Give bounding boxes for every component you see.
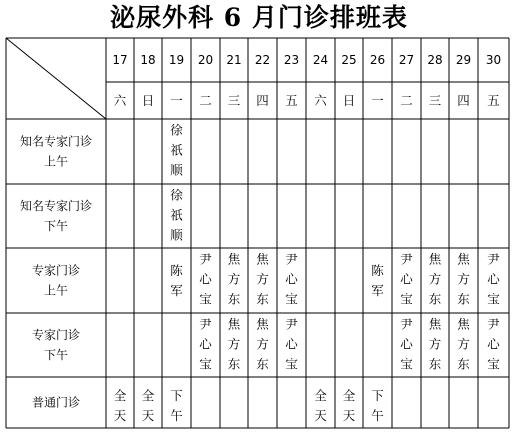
schedule-cell: 焦方东 <box>457 251 470 307</box>
schedule-cell: 尹心宝 <box>487 251 500 307</box>
weekday-label: 一 <box>170 93 183 108</box>
schedule-cell: 焦方东 <box>428 251 442 307</box>
schedule-cell: 焦方东 <box>428 316 442 372</box>
schedule-cell: 全天 <box>342 388 356 423</box>
schedule-cell: 尹心宝 <box>285 316 298 372</box>
weekday-label: 日 <box>141 93 155 108</box>
schedule-cell: 陈军 <box>371 263 384 298</box>
date-label: 17 <box>112 53 128 67</box>
row-label: 知名专家门诊 <box>19 134 93 149</box>
date-label: 29 <box>455 53 472 67</box>
schedule-cell: 焦方东 <box>227 316 241 372</box>
schedule-cell: 尹心宝 <box>400 316 413 372</box>
weekday-label: 三 <box>227 93 241 108</box>
schedule-cell: 下午 <box>371 388 384 423</box>
schedule-cell: 全天 <box>113 388 127 423</box>
weekday-label: 四 <box>457 93 470 108</box>
schedule-cell: 陈军 <box>170 263 183 298</box>
weekday-label: 二 <box>199 93 212 108</box>
weekday-label: 一 <box>371 93 384 108</box>
row-label: 下午 <box>43 219 69 233</box>
date-label: 19 <box>168 53 185 67</box>
date-label: 28 <box>427 53 443 67</box>
schedule-cell: 焦方东 <box>457 316 470 372</box>
weekday-label: 三 <box>428 93 442 108</box>
schedule-cell: 尹心宝 <box>285 251 298 307</box>
schedule-cell: 下午 <box>170 388 183 423</box>
weekday-label: 二 <box>400 93 413 108</box>
date-label: 21 <box>226 53 242 67</box>
weekday-label: 六 <box>314 93 327 108</box>
schedule-cell: 全天 <box>141 388 155 423</box>
header-diagonal <box>6 38 106 119</box>
schedule-cell: 尹心宝 <box>199 251 212 307</box>
schedule-cell: 徐祇顺 <box>170 122 183 178</box>
schedule-cell: 焦方东 <box>227 251 241 307</box>
schedule-cell: 尹心宝 <box>487 316 500 372</box>
schedule-cell: 焦方东 <box>256 251 269 307</box>
schedule-cell: 尹心宝 <box>400 251 413 307</box>
date-label: 24 <box>312 53 329 67</box>
weekday-label: 日 <box>342 93 356 108</box>
row-label: 下午 <box>43 348 69 362</box>
row-label: 普通门诊 <box>31 395 81 410</box>
date-label: 26 <box>369 53 386 67</box>
weekday-label: 五 <box>285 93 298 108</box>
date-label: 25 <box>341 53 357 67</box>
weekday-label: 五 <box>487 93 500 108</box>
page-title: 泌尿外科 6 月门诊排班表 <box>110 3 408 32</box>
date-label: 22 <box>254 53 271 67</box>
schedule-cell: 全天 <box>314 388 327 423</box>
row-label: 上午 <box>43 283 69 298</box>
schedule-cell: 焦方东 <box>256 316 269 372</box>
row-label: 上午 <box>43 154 69 169</box>
date-label: 27 <box>398 53 415 67</box>
date-label: 18 <box>140 53 156 67</box>
date-label: 20 <box>197 53 214 67</box>
date-label: 30 <box>485 53 502 67</box>
weekday-label: 六 <box>113 93 127 108</box>
row-label: 知名专家门诊 <box>19 199 93 213</box>
weekday-label: 四 <box>256 93 269 108</box>
schedule-cell: 徐祇顺 <box>170 187 183 243</box>
date-label: 23 <box>283 53 300 67</box>
row-label: 专家门诊 <box>31 328 81 342</box>
row-label: 专家门诊 <box>31 263 81 278</box>
schedule-cell: 尹心宝 <box>199 316 212 372</box>
